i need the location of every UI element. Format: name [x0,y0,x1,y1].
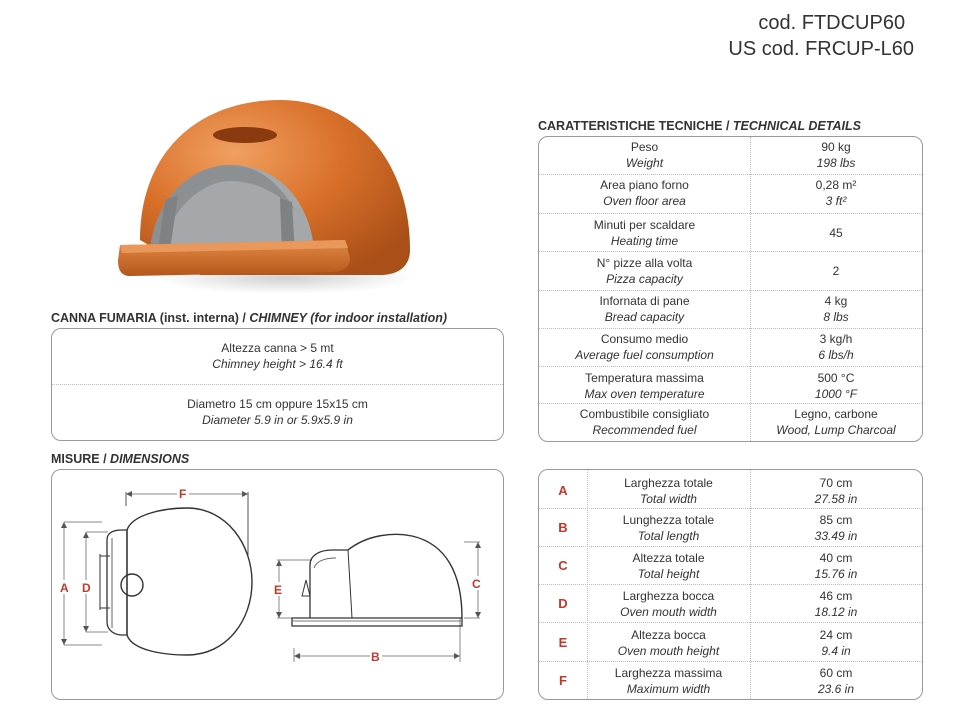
row-divider [539,403,922,404]
tech-title [538,119,861,133]
tech-label-en: Pizza capacity [606,272,683,286]
tech-label-en: Max oven temperature [584,387,705,401]
measure-value-cm: 60 cm [819,666,853,680]
measure-label-en: Oven mouth width [620,605,717,619]
product-code: cod. FTDCUP60 [758,12,906,34]
measure-letter: D [558,596,568,611]
measure-letter: B [558,520,568,535]
tech-label-it: Area piano forno [600,178,689,192]
measure-value-in: 33.49 in [814,529,858,543]
measure-label-en: Total width [640,492,697,506]
dimensions-title-en: DIMENSIONS [110,452,190,466]
us-product-code: US cod. FRCUP-L60 [728,38,914,60]
row-divider [539,661,922,662]
measure-letter: C [558,558,568,573]
measures-box [538,469,923,700]
row-divider [539,328,922,329]
tech-value-metric: 3 kg/h [819,332,853,346]
row-divider [539,213,922,214]
tech-value-imperial: 6 lbs/h [818,348,854,362]
row-divider [539,622,922,623]
tech-label-en: Heating time [610,234,679,248]
measure-label-en: Total length [637,529,700,543]
measure-letter: A [558,483,568,498]
chimney-row [52,396,503,428]
chimney-diameter-en: Diameter 5.9 in or 5.9x5.9 in [202,413,353,427]
chimney-height-it: Altezza canna > 5 mt [221,341,334,355]
row-divider [539,290,922,291]
tech-value-metric: 2 [832,264,840,278]
row-divider [539,174,922,175]
dimensions-title-it: MISURE / [51,452,111,466]
dim-label-a: A [60,581,69,595]
tech-title-it: CARATTERISTICHE TECNICHE / [538,119,733,133]
tech-title-en: TECHNICAL DETAILS [732,119,861,133]
measure-value-cm: 46 cm [819,589,853,603]
measure-value-in: 15.76 in [814,567,858,581]
row-divider [539,366,922,367]
tech-label-en: Oven floor area [603,194,686,208]
chimney-box [51,328,504,441]
measure-label-en: Oven mouth height [617,644,720,658]
tech-label-it: Infornata di pane [599,294,690,308]
tech-value-metric: 4 kg [824,294,848,308]
measure-label-en: Maximum width [626,682,711,696]
measure-value-cm: 85 cm [819,513,853,527]
tech-box [538,136,923,442]
measure-value-cm: 70 cm [819,476,853,490]
dim-label-b: B [371,650,380,664]
row-divider [539,508,922,509]
measure-label-it: Larghezza totale [624,476,713,490]
tech-value-metric: Legno, carbone [794,407,878,421]
oven-illustration [110,90,420,300]
dim-label-d: D [82,581,91,595]
measure-value-in: 27.58 in [814,492,858,506]
tech-value-imperial: 3 ft² [825,194,847,208]
tech-label-it: Temperatura massima [585,371,704,385]
chimney-title-it: CANNA FUMARIA (inst. interna) / [51,311,250,325]
tech-label-it: N° pizze alla volta [596,256,693,270]
measure-value-cm: 40 cm [819,551,853,565]
measure-value-in: 9.4 in [821,644,851,658]
tech-label-it: Minuti per scaldare [593,218,696,232]
tech-label-en: Recommended fuel [592,423,697,437]
dimensions-drawing [52,470,503,699]
tech-value-imperial: 198 lbs [816,156,856,170]
tech-label-it: Consumo medio [600,332,689,346]
dim-label-e: E [274,583,283,597]
dim-label-c: C [472,577,481,591]
row-divider [539,251,922,252]
chimney-title [51,311,447,325]
dimensions-title [51,452,189,466]
tech-value-metric: 500 °C [817,371,855,385]
row-divider [539,584,922,585]
measure-letter: F [559,673,567,688]
tech-value-imperial: 8 lbs [823,310,849,324]
tech-value-metric: 45 [829,226,843,240]
chimney-height-en: Chimney height > 16.4 ft [212,357,343,371]
tech-value-imperial: Wood, Lump Charcoal [776,423,896,437]
measure-label-it: Lunghezza totale [622,513,715,527]
tech-value-metric: 90 kg [821,140,851,154]
chimney-title-en: CHIMNEY (for indoor installation) [249,311,448,325]
tech-label-en: Bread capacity [604,310,685,324]
measure-value-in: 18.12 in [814,605,858,619]
measure-label-it: Larghezza massima [614,666,723,680]
dimensions-box [51,469,504,700]
tech-value-imperial: 1000 °F [814,387,858,401]
chimney-row [52,340,503,372]
measure-letter: E [558,635,568,650]
measure-value-cm: 24 cm [819,628,853,642]
tech-label-it: Peso [630,140,659,154]
measure-label-en: Total height [637,567,700,581]
tech-label-en: Weight [625,156,664,170]
tech-value-metric: 0,28 m² [815,178,857,192]
tech-label-it: Combustibile consigliato [579,407,710,421]
row-divider [539,546,922,547]
row-divider [52,384,503,385]
tech-label-en: Average fuel consumption [575,348,714,362]
chimney-diameter-it: Diametro 15 cm oppure 15x15 cm [187,397,368,411]
measure-label-it: Altezza totale [632,551,705,565]
measure-label-it: Larghezza bocca [622,589,715,603]
dim-label-f: F [179,487,187,501]
measure-value-in: 23.6 in [817,682,855,696]
product-codes [728,10,914,62]
measure-label-it: Altezza bocca [631,628,706,642]
